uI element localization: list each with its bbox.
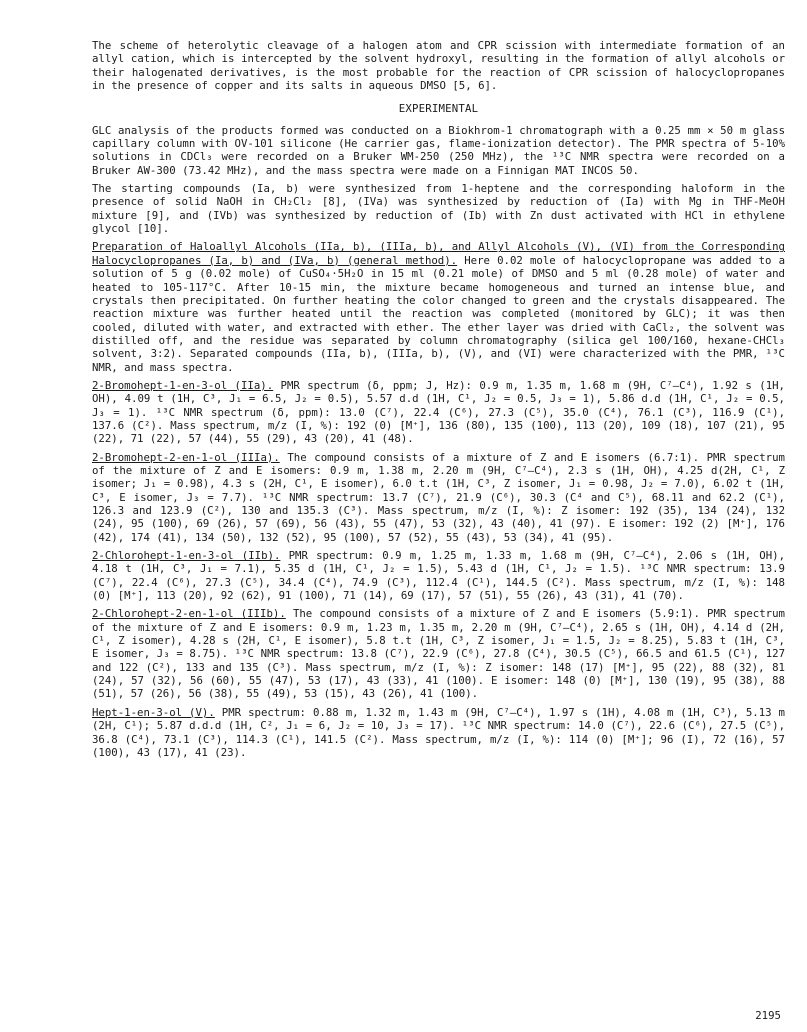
page-number: 2195 <box>755 1009 781 1022</box>
compound-v-paragraph <box>92 706 785 759</box>
compound-iiia-title: 2-Bromohept-2-en-1-ol (IIIa). <box>92 450 280 464</box>
compound-iib-paragraph <box>92 549 785 602</box>
compound-iib-title: 2-Chlorohept-1-en-3-ol (IIb). <box>92 549 281 563</box>
compound-v-body: PMR spectrum: 0.88 m, 1.32 m, 1.43 m (9H, C⁷–C⁴), 1.97 s (1H), 4.08 m (1H, C³), 5.13 m (2H, C¹); 5.87 d.d.d (1H, C², J₁ = 6, J₂ = 10, J₃ = 17). ¹³C NMR spectrum: 14.0 (C⁷), 22.6 (C⁶), 27.5 (C⁵), 36.8 (C⁴), 73.1 (C³), 114.3 (C¹), 141.5 (C²). Mass spectrum, m/z (I, %): 114 (0) [M⁺]; 96 (I), 72 (16), 57 (100), 43 (17), 41 (23). <box>92 705 785 759</box>
compound-iiia-body: The compound consists of a mixture of Z and E isomers (6.7:1). PMR spectrum of the mixture of Z and E isomers: 0.9 m, 1.38 m, 2.20 m (9H, C⁷–C⁴), 2.3 s (1H, OH), 4.25 d(2H, C¹, Z isomer; J₁ = 0.98), 4.3 s (2H, C¹, E isomer), 6.0 t.t (1H, C³, Z isomer, J₁ = 0.98, J₂ = 7.0), 6.02 t (1H, C³, E isomer, J₃ = 7.7). ¹³C NMR spectrum: 13.7 (C⁷), 21.9 (C⁶), 30.3 (C⁴ and C⁵), 68.11 and 62.2 (C¹), 126.3 and 123.9 (C²), 130 and 135.3 (C³). Mass spectrum, m/z (I, %): Z isomer: 192 (35), 134 (24), 132 (24), 95 (100), 69 (26), 57 (69), 56 (43), 55 (47), 53 (32), 43 (40), 41 (97). E isomer: 192 (2) [M⁺], 176 (42), 174 (41), 134 (50), 132 (52), 95 (100), 57 (52), 55 (43), 53 (34), 41 (95). <box>92 450 785 544</box>
preparation-body: Here 0.02 mole of halocyclopropane was added to a solution of 5 g (0.02 mole) of CuSO₄·5H₂O in 15 ml (0.21 mole) of DMSO and 5 ml (0.28 mole) of water and heated to 105-117°C. After 10-15 min, the mixture became homogeneous and turned an intense blue, and crystals then precipitated. On further heating the color changed to green and the crystals disappeared. The reaction mixture was further heated until the reaction was completed (monitored by GLC); it was then cooled, diluted with water, and extracted with ether. The ether layer was dried with CaCl₂, the solvent was distilled off, and the residue was separated by column chromatography (silica gel 100/160, hexane-CHCl₃ solvent, 3:2). Separated compounds (IIa, b), (IIIa, b), (V), and (VI) were characterized with the PMR, ¹³C NMR, and mass spectra. <box>92 253 786 374</box>
compound-iiib-paragraph <box>92 607 785 700</box>
compound-iiib-title: 2-Chlorohept-2-en-1-ol (IIIb). <box>92 607 286 621</box>
starting-compounds-paragraph: The starting compounds (Ia, b) were synthesized from 1-heptene and the corresponding haloform in the presence of solid NaOH in CH₂Cl₂ [8], (IVa) was synthesized by reduction of (Ia) with Mg in THF-MeOH mixture [9], and (IVb) was synthesized by reduction of (Ib) with Zn dust activated with HCl in ethylene glycol [10]. <box>92 182 785 236</box>
compound-iiia-paragraph <box>92 451 785 544</box>
compound-iia-title: 2-Bromohept-1-en-3-ol (IIa). <box>92 378 274 392</box>
compound-iib-body: PMR spectrum: 0.9 m, 1.25 m, 1.33 m, 1.68 m (9H, C⁷–C⁴), 2.06 s (1H, OH), 4.18 t (1H, C³, J₁ = 7.1), 5.35 d (1H, C¹, J₂ = 1.5), 5.43 d (1H, C¹, J₂ = 1.5). ¹³C NMR spectrum: 13.9 (C⁷), 22.4 (C⁶), 27.3 (C⁵), 34.4 (C⁴), 74.9 (C³), 112.4 (C¹), 144.5 (C²). Mass spectrum, m/z (I, %): 148 (0) [M⁺], 113 (20), 92 (62), 91 (100), 71 (14), 69 (17), 57 (51), 55 (26), 43 (31), 41 (70). <box>92 549 785 603</box>
compound-v-title: Hept-1-en-3-ol (V). <box>92 705 215 719</box>
preparation-paragraph <box>92 240 785 373</box>
compound-iiib-body: The compound consists of a mixture of Z and E isomers (5.9:1). PMR spectrum of the mixture of Z and E isomers: 0.9 m, 1.23 m, 1.35 m, 2.20 m (9H, C⁷–C⁴), 2.65 s (1H, OH), 4.14 d (2H, C¹, Z isomer), 4.28 s (2H, C¹, E isomer), 5.8 t.t (1H, C³, Z isomer, J₁ = 1.5, J₂ = 8.25), 5.83 t (1H, C³, E isomer, J₃ = 8.75). ¹³C NMR spectrum: 13.8 (C⁷), 22.9 (C⁶), 27.8 (C⁴), 30.5 (C⁵), 66.5 and 61.5 (C¹), 127 and 122 (C²), 133 and 135 (C³). Mass spectrum, m/z (I, %): Z isomer: 148 (17) [M⁺], 95 (22), 88 (32), 81 (24), 57 (32), 56 (60), 55 (47), 53 (17), 43 (33), 41 (100). E isomer: 148 (0) [M⁺], 130 (19), 95 (38), 88 (51), 57 (26), 56 (38), 55 (49), 53 (15), 43 (26), 41 (100). <box>92 607 785 701</box>
glc-paragraph: GLC analysis of the products formed was conducted on a Biokhrom-1 chromatograph with a 0.25 mm × 50 m glass capillary column with OV-101 silicone (He carrier gas, flame-ionization detector). The PMR spectra of 5-10% solutions in CDCl₃ were recorded on a Bruker WM-250 (250 MHz), the ¹³C NMR spectra were recorded on a Bruker AW-300 (73.42 MHz), and the mass spectra were made on a Finnigan MAT INCOS 50. <box>92 123 785 177</box>
preparation-title: Preparation of Haloallyl Alcohols (IIa, b), (IIIa, b), and Allyl Alcohols (V), (VI) from the Corresponding Halocyclopropanes (Ia, b) and (IVa, b) (general method). <box>92 240 785 267</box>
section-heading-experimental: EXPERIMENTAL <box>398 102 479 116</box>
compound-iia-body: PMR spectrum (δ, ppm; J, Hz): 0.9 m, 1.35 m, 1.68 m (9H, C⁷–C⁴), 1.92 s (1H, OH), 4.09 t (1H, C³, J₁ = 6.5, J₂ = 0.5), 5.57 d.d (1H, C¹, J₂ = 0.5, J₃ = 1), 5.86 d.d (1H, C¹, J₂ = 0.5, J₃ = 1). ¹³C NMR spectrum (δ, ppm): 13.0 (C⁷), 22.4 (C⁶), 27.3 (C⁵), 35.0 (C⁴), 76.1 (C³), 116.9 (C¹), 137.6 (C²). Mass spectrum, m/z (I, %): 192 (0) [M⁺], 136 (80), 135 (100), 113 (20), 109 (18), 107 (21), 95 (22), 71 (22), 57 (44), 55 (29), 43 (20), 41 (48). <box>92 378 785 446</box>
intro-paragraph: The scheme of heterolytic cleavage of a halogen atom and CPR scission with intermediate formation of an allyl cation, which is intercepted by the solvent hydroxyl, resulting in the formation of allyl alcohols or their halogenated derivatives, is the most probable for the reaction of CPR scission of halocyclopropanes in the presence of copper and its salts in aqueous DMSO [5, 6]. <box>92 39 785 93</box>
compound-iia-paragraph <box>92 379 785 446</box>
